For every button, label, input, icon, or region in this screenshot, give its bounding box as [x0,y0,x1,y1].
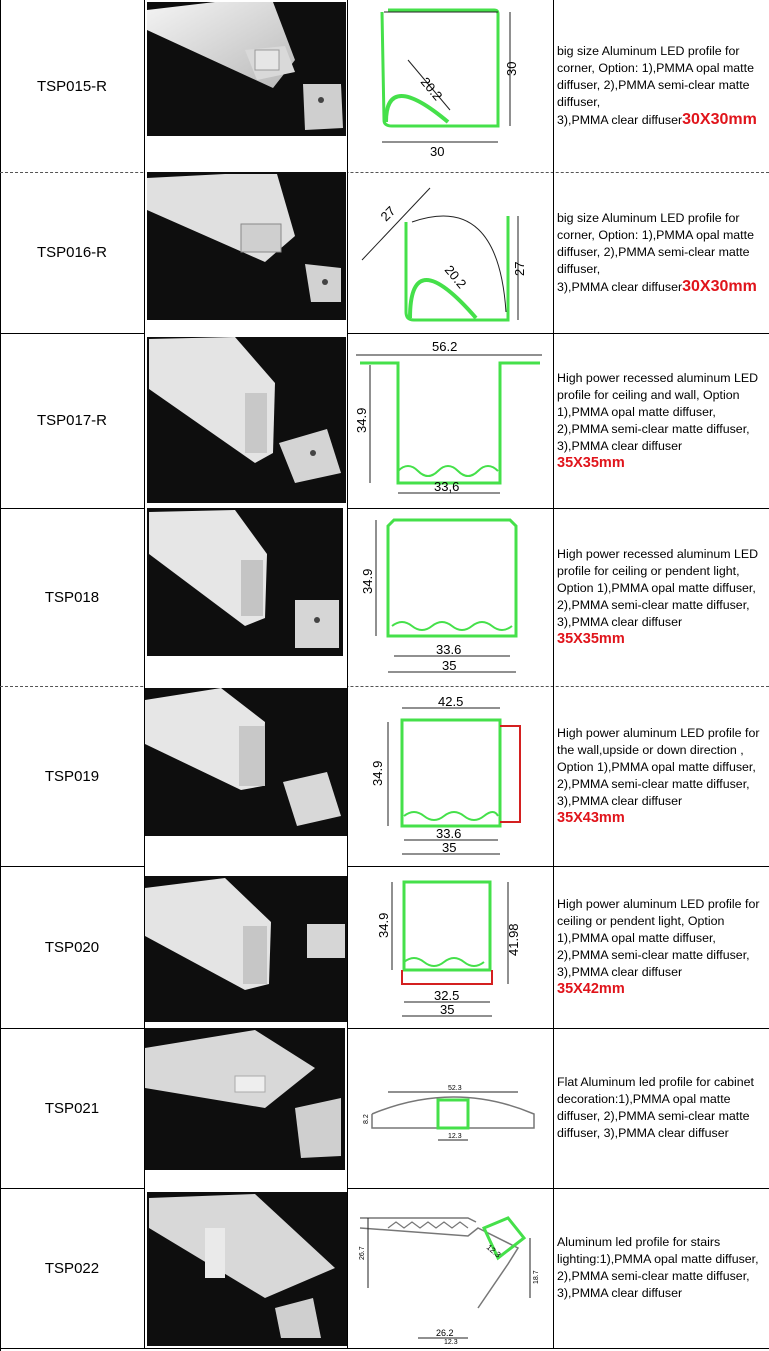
svg-text:26.7: 26.7 [359,1246,366,1260]
product-photo [145,1028,348,1188]
description: Aluminum led profile for stairs lighting:1),PMMA opal matte diffuser, 2),PMMA semi-clear matte diffuser, 3),PMMA clear diffuser [557,1235,759,1300]
svg-text:18.7: 18.7 [533,1270,540,1284]
product-photo [145,172,348,333]
model-cell [0,333,145,508]
svg-text:30: 30 [430,144,445,159]
product-photo [145,333,348,508]
profile-drawing [348,172,554,333]
profile-drawing [348,0,554,172]
description: High power recessed aluminum LED profile for ceiling and wall, Option 1),PMMA opal matte diffuser, 2),PMMA semi-clear matte diffuser, 3),PMMA clear diffuser [557,370,759,453]
svg-text:26.2: 26.2 [436,1328,454,1338]
model-cell [0,172,145,333]
model-code: TSP020 [44,938,100,956]
svg-text:20.2: 20.2 [417,74,446,104]
table-row [0,172,769,334]
size-label: 30X30mm [682,111,757,128]
svg-text:8.2: 8.2 [363,1114,370,1124]
description-cell [554,1028,769,1188]
description: big size Aluminum LED profile for corner, Option: 1),PMMA opal matte diffuser, 2),PMMA semi-clear matte diffuser, 3),PMMA clear diffuser [557,44,754,127]
size-label: 35X35mm [557,454,625,471]
product-photo [145,686,348,866]
svg-text:33.6: 33.6 [436,642,462,657]
description: big size Aluminum LED profile for corner, Option: 1),PMMA opal matte diffuser, 2),PMMA semi-clear matte diffuser, 3),PMMA clear diffuser [557,210,754,294]
product-photo [145,508,348,686]
description: High power recessed aluminum LED profile for ceiling or pendent light, Option 1),PMMA opal matte diffuser, 2),PMMA semi-clear matte diffuser, 3),PMMA clear diffuser [557,547,759,629]
model-cell [0,0,145,172]
svg-text:30: 30 [504,61,519,76]
model-code: TSP019 [44,767,100,785]
size-label: 30X30mm [682,277,757,295]
svg-text:56.2: 56.2 [432,339,458,354]
description-cell [554,866,769,1028]
svg-text:35: 35 [442,840,457,855]
profile-drawing [348,866,554,1028]
svg-text:27: 27 [512,261,527,276]
profile-drawing [348,508,554,686]
svg-text:12.3: 12.3 [444,1339,458,1346]
model-cell [0,686,145,866]
table-row [0,508,769,687]
model-cell [0,1028,145,1188]
model-cell [0,1188,145,1348]
profile-drawing [348,686,554,866]
svg-text:20.2: 20.2 [441,262,470,292]
svg-text:34.9: 34.9 [376,912,391,938]
svg-text:27: 27 [377,203,399,225]
svg-text:12.3: 12.3 [484,1242,503,1260]
svg-text:32.5: 32.5 [434,988,460,1003]
description: High power aluminum LED profile for ceiling or pendent light, Option 1),PMMA opal matte diffuser, 2),PMMA semi-clear matte diffuser, 3),PMMA clear diffuser [557,897,760,979]
product-photo [145,1188,348,1348]
model-code: TSP015-R [36,77,108,95]
description-cell [554,686,769,866]
svg-text:12.3: 12.3 [448,1133,462,1140]
model-code: TSP018 [44,588,100,606]
size-label: 35X35mm [557,631,625,647]
svg-text:41.98: 41.98 [506,923,521,956]
svg-text:34.9: 34.9 [360,568,375,594]
table-row [0,686,769,867]
model-code: TSP021 [44,1099,100,1117]
table-row [0,866,769,1029]
profile-drawing [348,1188,554,1348]
description: Flat Aluminum led profile for cabinet decoration:1),PMMA opal matte diffuser, 2),PMMA semi-clear matte diffuser, 3),PMMA clear diffuser [557,1075,754,1140]
svg-text:35: 35 [440,1002,455,1017]
description-cell [554,508,769,686]
profile-drawing [348,1028,554,1188]
product-photo [145,0,348,172]
description-cell [554,172,769,333]
svg-text:34.9: 34.9 [354,407,369,433]
svg-text:52.3: 52.3 [448,1085,462,1092]
model-code: TSP016-R [36,244,108,261]
svg-text:42.5: 42.5 [438,694,464,709]
table-row [0,1188,769,1349]
size-label: 35X42mm [557,981,625,997]
svg-text:33.6: 33.6 [436,826,462,841]
table-row [0,333,769,509]
description: High power aluminum LED profile for the wall,upside or down direction , Option 1),PMMA opal matte diffuser, 2),PMMA semi-clear matte diffuser, 3),PMMA clear diffuser [557,726,760,808]
description-cell [554,1188,769,1348]
svg-text:33,6: 33,6 [434,479,460,494]
svg-text:35: 35 [442,658,457,673]
size-label: 35X43mm [557,810,625,826]
model-code: TSP022 [44,1259,100,1277]
svg-text:34.9: 34.9 [370,760,385,786]
table-row [0,0,769,173]
model-cell [0,508,145,686]
description-cell [554,0,769,172]
table-row [0,1028,769,1189]
profile-drawing [348,333,554,508]
product-photo [145,866,348,1028]
model-cell [0,866,145,1028]
description-cell [554,333,769,508]
model-code: TSP017-R [36,412,108,429]
